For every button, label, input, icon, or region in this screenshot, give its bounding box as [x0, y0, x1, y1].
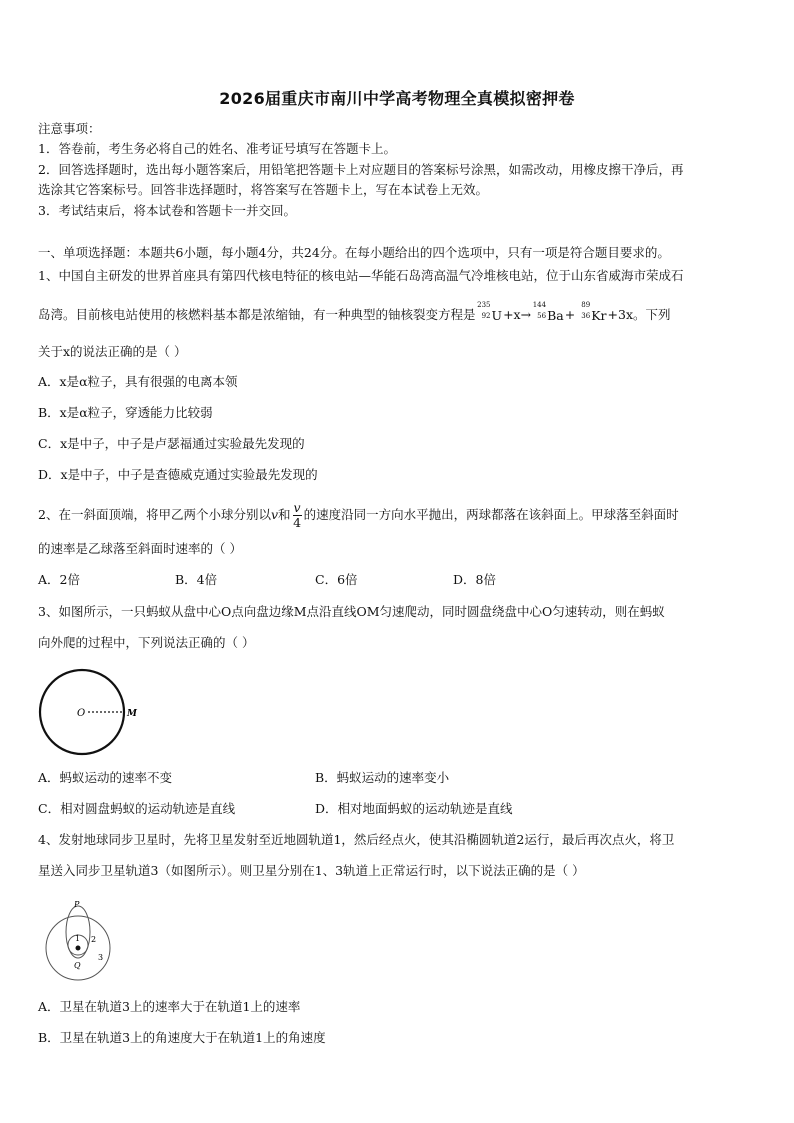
q3-option-a: A．蚂蚁运动的速率不变	[38, 770, 173, 785]
section-heading: 一、单项选择题：本题共6小题，每小题4分，共24分。在每小题给出的四个选项中，只有一项是符合题目要求的。	[38, 245, 670, 260]
q3-option-b: B．蚂蚁运动的速率变小	[315, 770, 450, 785]
q3-line1: 3、如图所示，一只蚂蚁从盘中心O点向盘边缘M点沿直线OM匀速爬动，同时圆盘绕盘中心O匀速转动，则在蚂蚁	[38, 604, 665, 619]
notice-item-1: 1．答卷前，考生务必将自己的姓名、准考证号填写在答题卡上。	[38, 141, 396, 156]
q4-option-a: A．卫星在轨道3上的速率大于在轨道1上的速率	[38, 999, 301, 1014]
fraction-numerator: v	[293, 500, 301, 515]
q2-option-d: D．8倍	[453, 572, 496, 587]
q1-line2	[38, 300, 758, 325]
nuclide-barium	[532, 300, 564, 325]
rotating-disk-figure	[38, 666, 138, 758]
q2-line2: 的速率是乙球落至斜面时速率的（ ）	[38, 541, 242, 556]
label-m: M	[127, 709, 137, 719]
q1-line2-text: 岛湾。目前核电站使用的核燃料基本都是浓缩铀，有一种典型的铀核裂变方程是	[38, 307, 476, 322]
q4-option-b: B．卫星在轨道3上的角速度大于在轨道1上的角速度	[38, 1030, 326, 1045]
q1-line1: 1、中国自主研发的世界首座具有第四代核电特征的核电站—华能石岛湾高温气冷堆核电站，位于山东省威海市荣成石	[38, 268, 684, 283]
q3-option-d: D．相对地面蚂蚁的运动轨迹是直线	[315, 801, 513, 816]
label-p: P	[74, 900, 80, 909]
eq-tail: +3x。下列	[607, 307, 671, 322]
q2-text-pre: 2、在一斜面顶端，将甲乙两个小球分别以	[38, 507, 271, 522]
label-orbit-1: 1	[75, 934, 81, 943]
nuclide-krypton	[576, 300, 607, 325]
label-q: Q	[74, 961, 81, 970]
q2-option-b: B．4倍	[175, 572, 218, 587]
q2-v: v	[270, 507, 279, 522]
kr-charge-number: 36	[581, 311, 591, 320]
q4-line1: 4、发射地球同步卫星时，先将卫星发射至近地圆轨道1，然后经点火，使其沿椭圆轨道2运行，最后再次点火，将卫	[38, 832, 675, 847]
kr-symbol: Kr	[591, 307, 607, 323]
label-orbit-3: 3	[98, 953, 104, 962]
q1-option-d: D．x是中子，中子是查德威克通过实验最先发现的	[38, 467, 318, 482]
q4-line2: 星送入同步卫星轨道3（如图所示）。则卫星分别在1、3轨道上正常运行时，以下说法正确的是（ ）	[38, 863, 585, 878]
ba-charge-number: 56	[537, 311, 547, 320]
q2-fraction	[293, 501, 302, 530]
q1-option-b: B．x是α粒子，穿透能力比较弱	[38, 405, 213, 420]
earth-dot	[76, 946, 81, 951]
q2-line1	[38, 498, 758, 532]
q2-text-post: 的速度沿同一方向水平抛出，两球都落在该斜面上。甲球落至斜面时	[303, 507, 679, 522]
satellite-orbit-figure	[40, 896, 120, 982]
u-mass-number: 235	[477, 300, 491, 309]
eq-plus: +	[564, 307, 576, 322]
notice-item-3: 3．考试结束后，将本试卷和答题卡一并交回。	[38, 203, 296, 218]
q1-line3: 关于x的说法正确的是（ ）	[38, 344, 187, 359]
q2-option-a: A．2倍	[38, 572, 80, 587]
q2-option-c: C．6倍	[315, 572, 358, 587]
label-o: O	[77, 708, 86, 719]
q2-and: 和	[278, 507, 291, 522]
kr-mass-number: 89	[581, 300, 591, 309]
fraction-denominator: 4	[293, 515, 302, 530]
exam-title: 2026届重庆市南川中学高考物理全真模拟密押卷	[219, 89, 575, 108]
ba-mass-number: 144	[532, 300, 547, 309]
notice-item-2: 2．回答选择题时，选出每小题答案后，用铅笔把答题卡上对应题目的答案标号涂黑，如需改动，用橡皮擦干净后，再	[38, 162, 684, 177]
nuclide-uranium	[477, 300, 503, 325]
ba-symbol: Ba	[547, 307, 564, 323]
q1-option-a: A．x是α粒子，具有很强的电离本领	[38, 374, 238, 389]
q3-line2: 向外爬的过程中，下列说法正确的（ ）	[38, 635, 255, 650]
q3-option-c: C．相对圆盘蚂蚁的运动轨迹是直线	[38, 801, 236, 816]
label-orbit-2: 2	[91, 935, 97, 944]
u-symbol: U	[491, 307, 503, 323]
eq-plus-x: +x→	[503, 307, 532, 322]
q1-option-c: C．x是中子，中子是卢瑟福通过实验最先发现的	[38, 436, 305, 451]
u-charge-number: 92	[481, 311, 491, 320]
notice-item-2-cont: 选涂其它答案标号。回答非选择题时，将答案写在答题卡上，写在本试卷上无效。	[38, 182, 489, 197]
notice-header: 注意事项：	[38, 121, 101, 136]
